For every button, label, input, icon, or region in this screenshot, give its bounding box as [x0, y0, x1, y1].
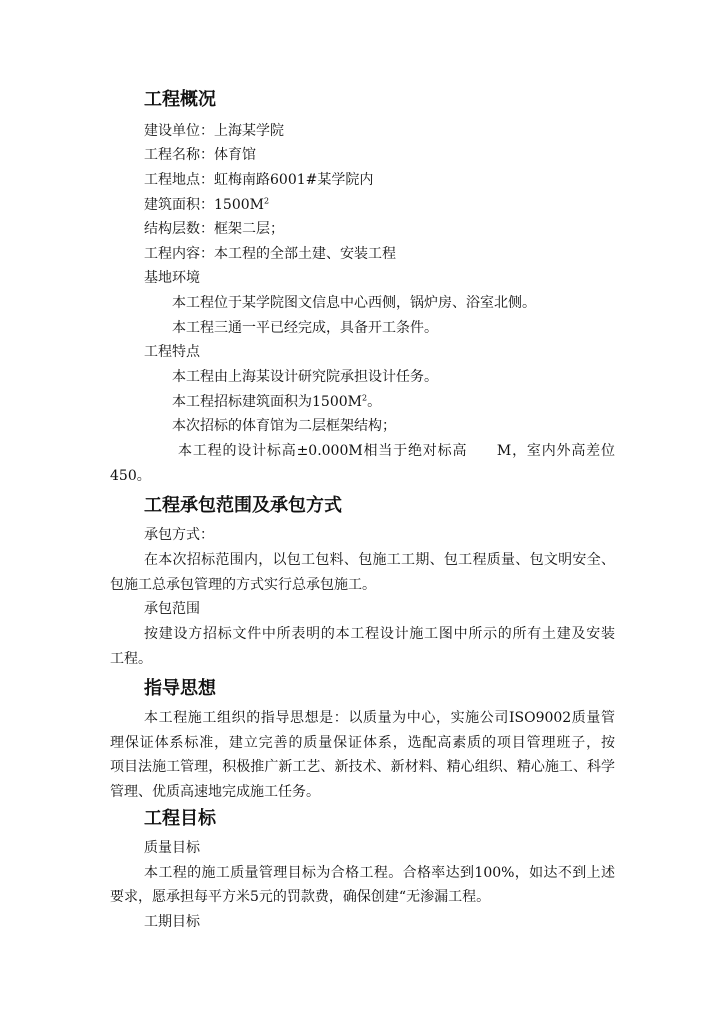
section-title-goals: 工程目标 — [144, 808, 216, 829]
site-line-1: 本工程位于某学院图文信息中心西侧，锅炉房、浴室北侧。 — [172, 295, 536, 311]
feature-2-superscript: 2 — [361, 393, 368, 403]
site-subtitle: 基地环境 — [144, 270, 200, 286]
scope-mode-line-1: 在本次招标范围内，以包工包料、包施工工期、包工程质量、包文明安全、 — [144, 552, 615, 568]
feature-line-1: 本工程由上海某设计研究院承担设计任务。 — [172, 369, 438, 385]
overview-item-name: 工程名称：体育馆 — [144, 147, 256, 163]
features-subtitle: 工程特点 — [144, 344, 200, 360]
quality-line-1: 本工程的施工质量管理目标为合格工程。合格率达到100%，如达不到上述 — [144, 865, 615, 881]
scope-mode-line-2: 包施工总承包管理的方式实行总承包施工。 — [110, 577, 376, 593]
scope-mode-subtitle: 承包方式： — [144, 527, 214, 543]
feature-2-suffix: 。 — [367, 394, 382, 410]
area-text: 建筑面积：1500M — [144, 197, 264, 213]
quality-subtitle: 质量目标 — [144, 840, 200, 856]
feature-2-text: 本工程招标建筑面积为1500M — [172, 394, 362, 410]
section-title-overview: 工程概况 — [144, 89, 216, 110]
guide-line-3: 项目法施工管理，积极推广新工艺、新技术、新材料、精心组织、精心施工、科学 — [110, 759, 615, 775]
feature-line-4-cont: 450。 — [110, 468, 151, 484]
site-line-2: 本工程三通一平已经完成，具备开工条件。 — [172, 320, 438, 336]
overview-item-location: 工程地点：虹梅南路6001#某学院内 — [144, 172, 374, 188]
overview-item-content: 工程内容：本工程的全部土建、安装工程 — [144, 246, 396, 262]
feature-line-4: 本工程的设计标高±0.000M相当于绝对标高 M，室内外高差位 — [178, 443, 615, 459]
feature-line-2 — [172, 392, 381, 412]
scope-range-subtitle: 承包范围 — [144, 601, 200, 617]
overview-item-client: 建设单位：上海某学院 — [144, 123, 284, 139]
scope-range-line-2: 工程。 — [110, 651, 152, 667]
schedule-subtitle: 工期目标 — [144, 914, 200, 930]
overview-item-area — [144, 195, 269, 215]
overview-item-structure: 结构层数：框架二层； — [144, 221, 284, 237]
section-title-scope: 工程承包范围及承包方式 — [144, 495, 342, 516]
feature-line-3: 本次招标的体育馆为二层框架结构； — [172, 418, 396, 434]
guide-line-4: 管理、优质高速地完成施工任务。 — [110, 784, 320, 800]
guide-line-2: 理保证体系标准，建立完善的质量保证体系，选配高素质的项目管理班子，按 — [110, 735, 615, 751]
guide-line-1: 本工程施工组织的指导思想是：以质量为中心，实施公司ISO9002质量管 — [144, 710, 615, 726]
section-title-guide: 指导思想 — [144, 678, 216, 699]
quality-line-2: 要求，愿承担每平方米5元的罚款费，确保创建“无渗漏工程。 — [110, 889, 491, 905]
scope-range-line-1: 按建设方招标文件中所表明的本工程设计施工图中所示的所有土建及安装 — [144, 626, 615, 642]
area-superscript: 2 — [263, 196, 270, 206]
